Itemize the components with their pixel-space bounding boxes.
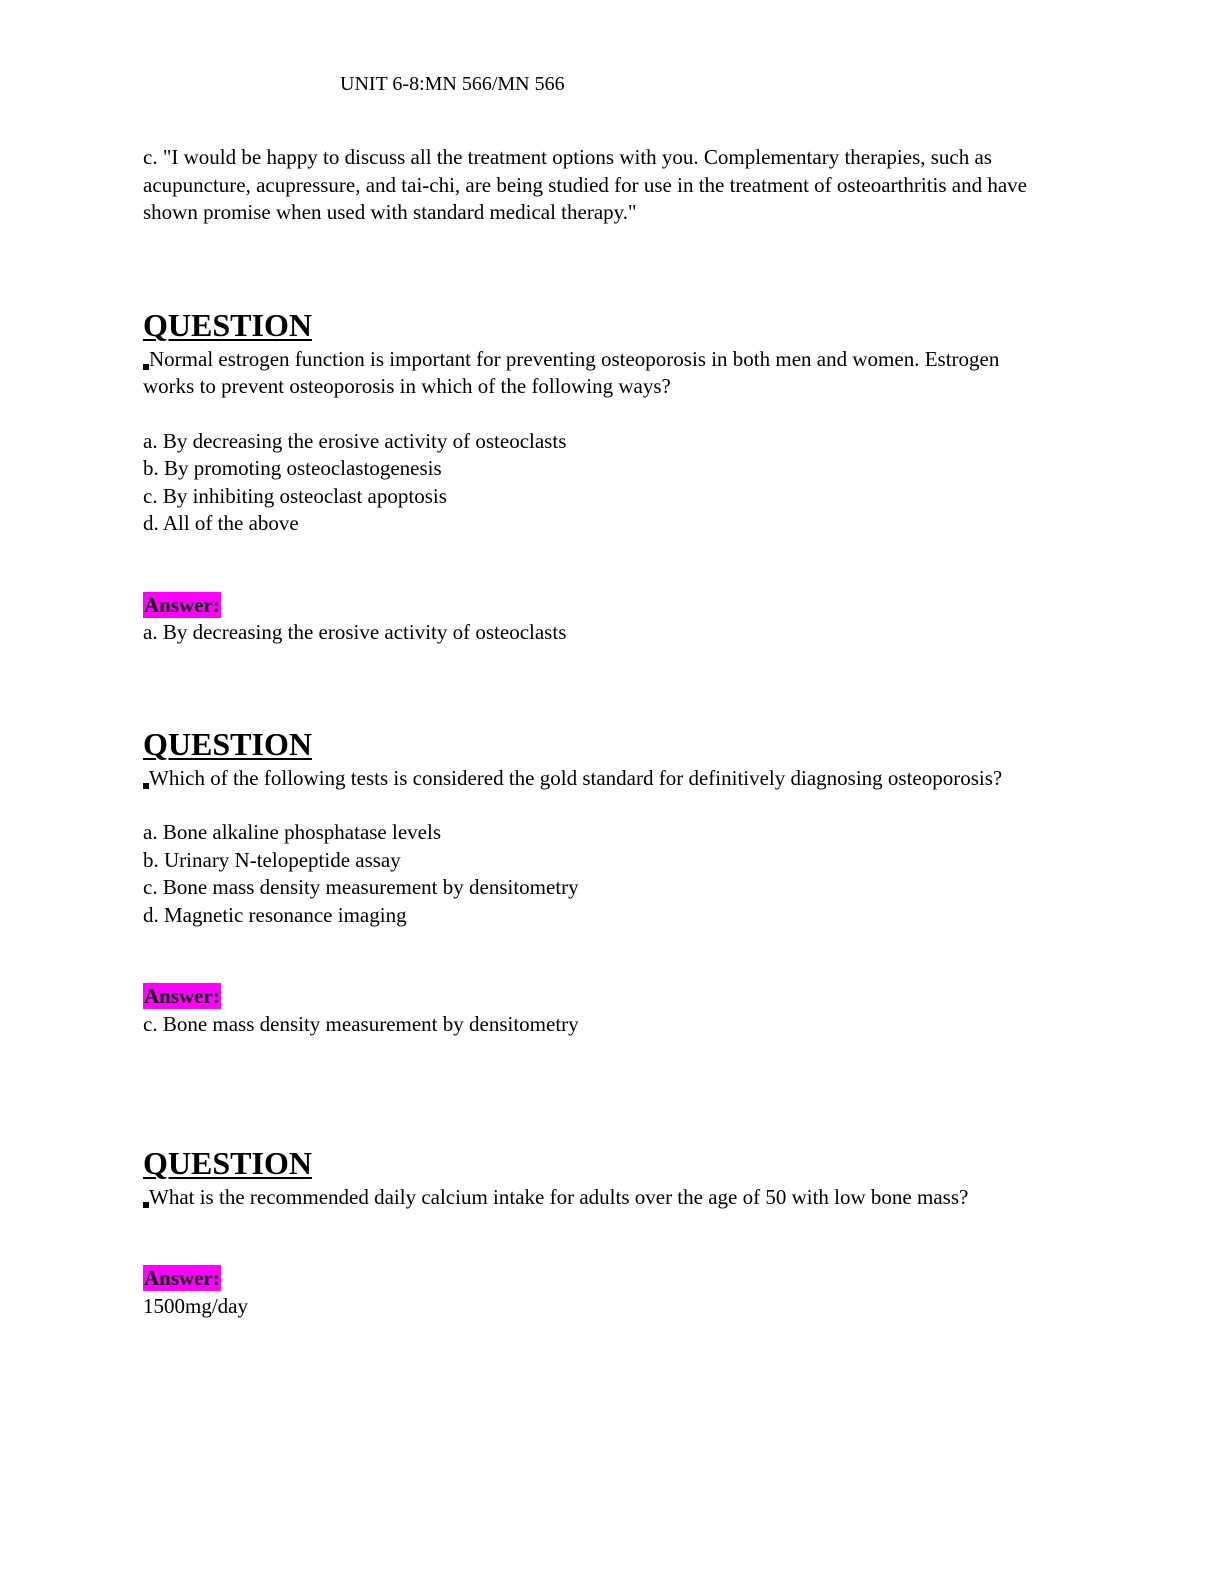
bullet-marker (143, 783, 149, 789)
option-c: c. Bone mass density measurement by densitometry (143, 875, 579, 899)
option-a: a. Bone alkaline phosphatase levels (143, 820, 441, 844)
option-d: d. All of the above (143, 511, 299, 535)
question-text-content: What is the recommended daily calcium intake for adults over the age of 50 with low bone mass? (149, 1184, 969, 1209)
question-text (143, 1184, 1043, 1212)
option-d: d. Magnetic resonance imaging (143, 902, 407, 927)
question-block-2 (143, 727, 1043, 1038)
question-text (143, 765, 1043, 793)
question-heading: QUESTION (143, 1145, 312, 1181)
question-text-content: Normal estrogen function is important for preventing osteoporosis in both men and women. Estrogen works to prevent osteoporosis in which of the following ways? (143, 346, 1000, 398)
answer-label: Answer: (144, 1266, 220, 1290)
intro-paragraph: c. "I would be happy to discuss all the treatment options with you. Complementary therapies, such as acupuncture, acupressure, and tai-chi, are being studied for use in the treatment of osteoarthritis and have shown promise when used with standard medical therapy." (143, 145, 1027, 224)
question-block-3 (143, 1146, 1043, 1320)
bullet-marker (143, 364, 149, 370)
question-text-content: Which of the following tests is considered the gold standard for definitively diagnosing osteoporosis? (149, 765, 1003, 790)
answer-text: c. Bone mass density measurement by densitometry (143, 1011, 579, 1036)
answer-text: a. By decreasing the erosive activity of osteoclasts (143, 620, 567, 644)
page-header: UNIT 6-8:MN 566/MN 566 (340, 73, 565, 95)
answer-block (143, 592, 1043, 647)
question-block-1 (143, 308, 1043, 647)
answer-label: Answer: (144, 984, 220, 1008)
option-a: a. By decreasing the erosive activity of osteoclasts (143, 428, 567, 453)
option-c: c. By inhibiting osteoclast apoptosis (143, 483, 447, 508)
option-b: b. By promoting osteoclastogenesis (143, 456, 442, 480)
answer-text: 1500mg/day (143, 1293, 248, 1318)
answer-block (143, 1265, 1043, 1320)
question-text (143, 346, 1043, 401)
bullet-marker (143, 1202, 149, 1208)
option-b: b. Urinary N-telopeptide assay (143, 847, 401, 872)
options-list (143, 819, 1043, 929)
answer-label: Answer: (144, 592, 220, 617)
answer-block (143, 983, 1043, 1038)
question-heading: QUESTION (143, 307, 312, 343)
question-heading: QUESTION (143, 726, 312, 762)
options-list (143, 428, 1043, 538)
